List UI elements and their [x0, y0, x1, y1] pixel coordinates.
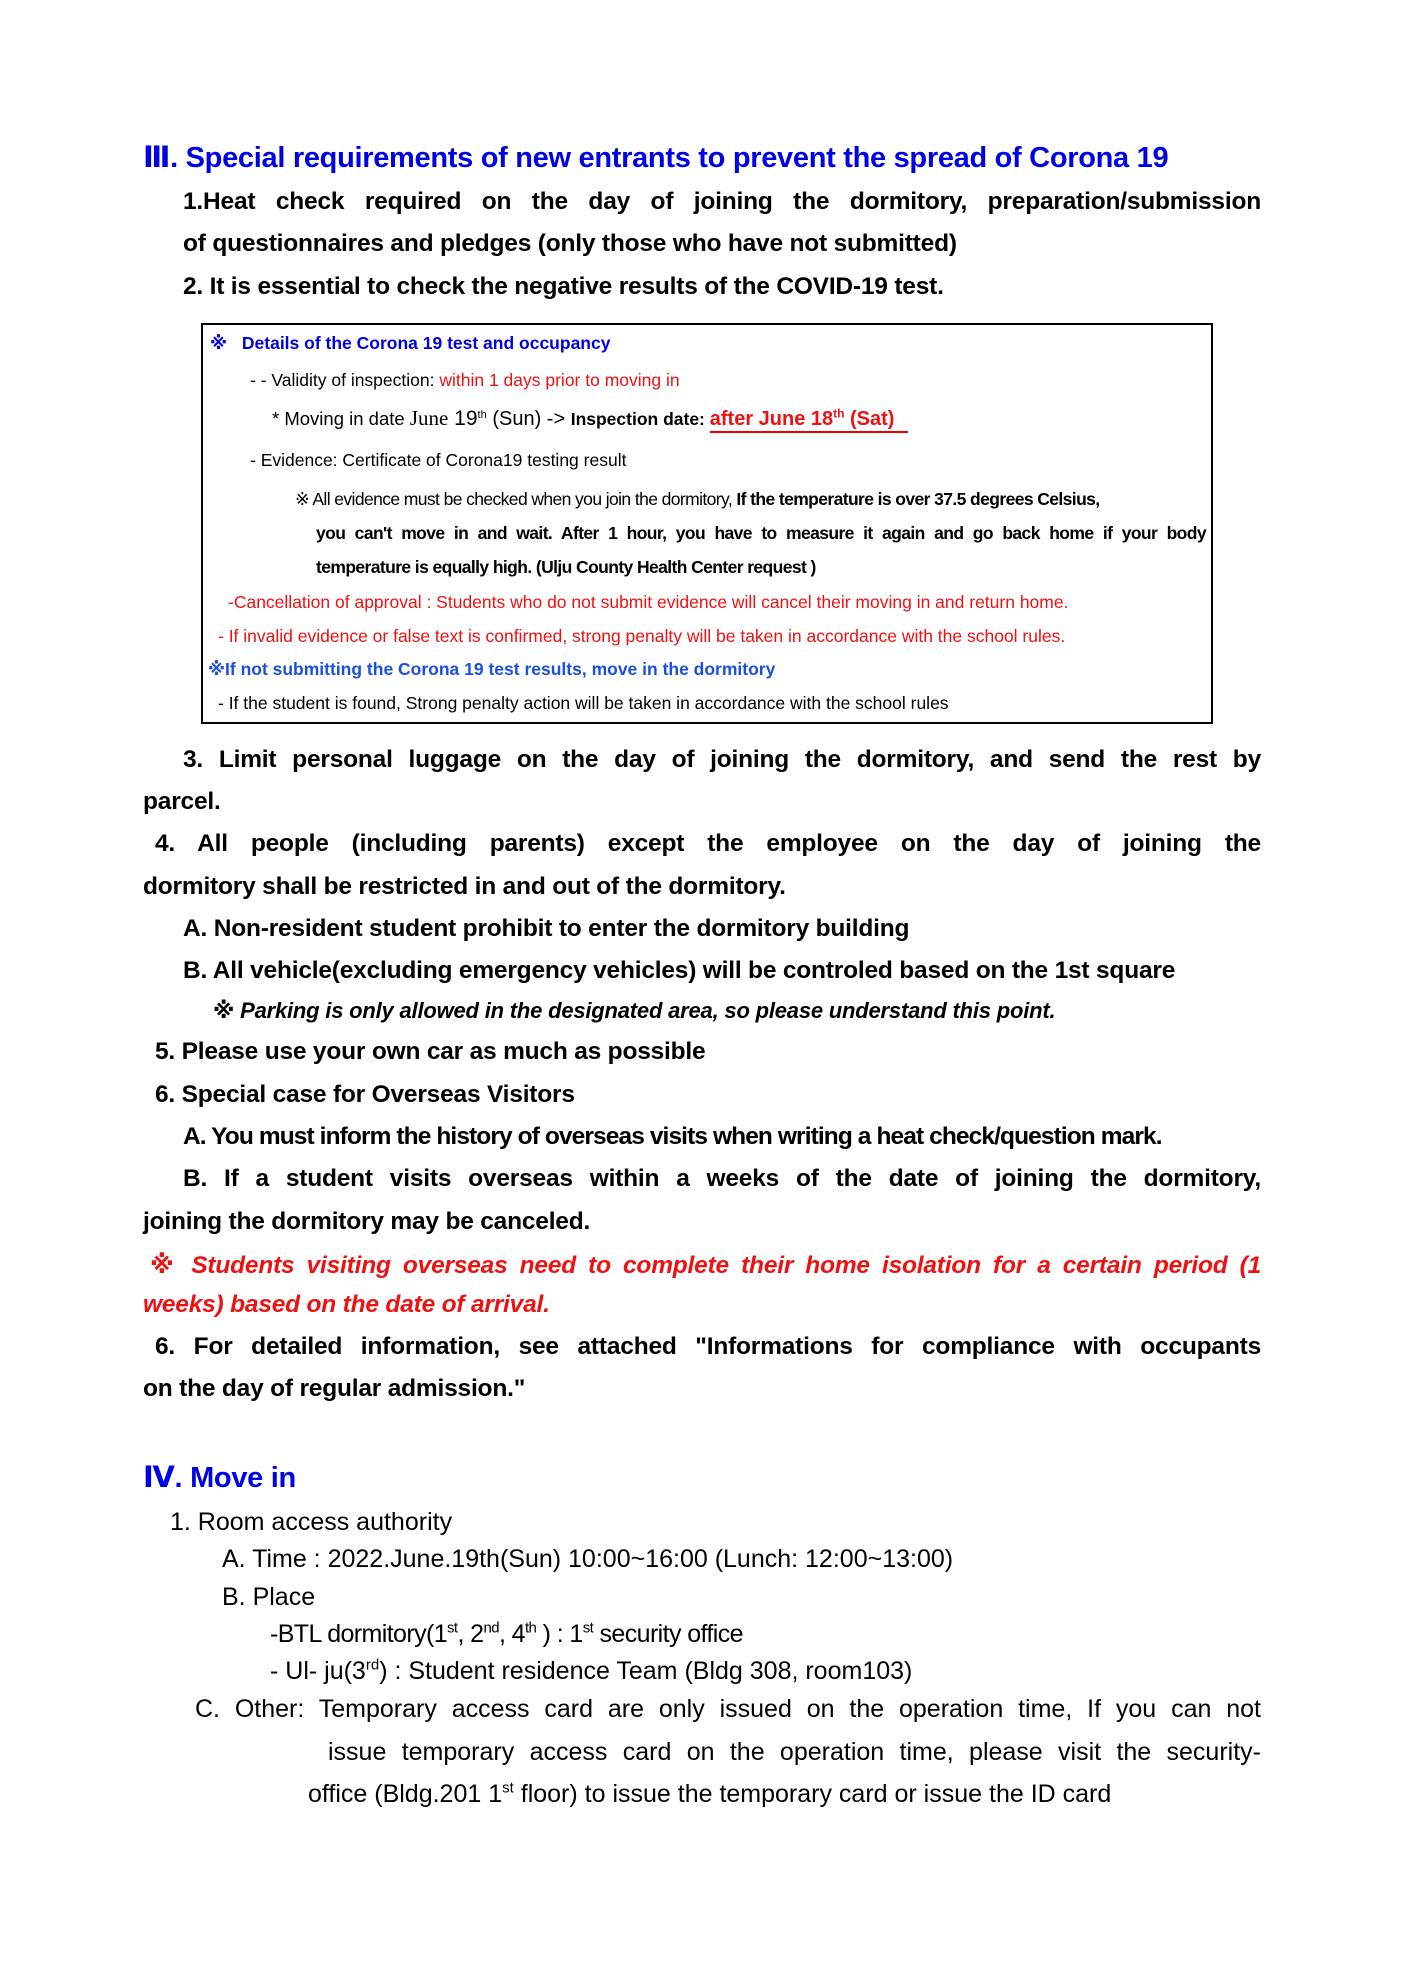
- item-4-line-1: 4. All people (including parents) except the employee on the day of joining the: [155, 830, 1261, 857]
- btl-sup-4: st: [582, 1619, 594, 1637]
- other-line-1: C. Other: Temporary access card are only issued on the operation time, If you can not: [195, 1695, 1261, 1723]
- isolation-note-line-1: ※ Students visiting overseas need to complete their home isolation for a certain period (1: [150, 1252, 1261, 1279]
- other-line-3-sup: st: [502, 1779, 514, 1797]
- validity-line: [250, 370, 680, 391]
- btl-sup-3: th: [524, 1619, 537, 1637]
- evidence-line: - Evidence: Certificate of Corona19 testing result: [250, 450, 627, 470]
- btl-text-5: security office: [593, 1620, 743, 1648]
- ulju-sup: rd: [365, 1656, 380, 1674]
- item-4-line-2: dormitory shall be restricted in and out of the dormitory.: [143, 873, 786, 900]
- btl-text-1: -BTL dormitory(1: [270, 1620, 448, 1648]
- access-time: A. Time : 2022.June.19th(Sun) 10:00~16:00 (Lunch: 12:00~13:00): [222, 1545, 954, 1573]
- moving-label: * Moving in date: [272, 408, 410, 429]
- section-4-title: Ⅳ. Move in: [143, 1462, 296, 1494]
- inspection-value: [710, 408, 909, 433]
- moving-day: 19: [448, 407, 478, 430]
- room-access-heading: 1. Room access authority: [170, 1508, 453, 1536]
- item-5: 5. Please use your own car as much as possible: [155, 1038, 706, 1065]
- item-1-line-2: of questionnaires and pledges (only those who have not submitted): [183, 230, 957, 257]
- item-3-line-1: 3. Limit personal luggage on the day of joining the dormitory, and send the rest by: [183, 746, 1261, 773]
- other-line-3-text-2: floor) to issue the temporary card or issue the ID card: [513, 1780, 1112, 1808]
- inspection-value-suffix: th: [833, 406, 845, 421]
- note-line-1-plain: ※ All evidence must be checked when you join the dormitory,: [295, 489, 737, 509]
- item-4-a: A. Non-resident student prohibit to enter the dormitory building: [183, 915, 910, 942]
- item-6-detail-line-1: 6. For detailed information, see attached "Informations for compliance with occupants: [155, 1333, 1261, 1360]
- moving-month: June: [409, 406, 449, 430]
- other-line-2: issue temporary access card on the operation time, please visit the security-: [328, 1738, 1261, 1766]
- validity-label: - - Validity of inspection:: [250, 370, 440, 390]
- item-6-detail-line-2: on the day of regular admission.": [143, 1375, 526, 1402]
- btl-text-2: , 2: [457, 1620, 484, 1648]
- reference-mark-icon: ※: [210, 333, 228, 353]
- moving-dow: (Sun) ->: [486, 408, 571, 430]
- ulju-text-1: - Ul- ju(3: [270, 1657, 366, 1685]
- item-3-line-2: parcel.: [143, 788, 221, 815]
- note-line-1-bold: If the temperature is over 37.5 degrees Celsius,: [736, 489, 1100, 509]
- cancellation-line: -Cancellation of approval : Students who do not submit evidence will cancel their moving in and return home.: [228, 592, 1069, 612]
- isolation-note-line-2: weeks) based on the date of arrival.: [143, 1291, 550, 1318]
- moving-date-line: [272, 406, 908, 431]
- not-submitting-line: ※If not submitting the Corona 19 test results, move in the dormitory: [208, 659, 776, 679]
- btl-sup-1: st: [447, 1619, 458, 1637]
- item-6-a: A. You must inform the history of overseas visits when writing a heat check/question mark.: [183, 1123, 1162, 1150]
- item-1-line-1: 1.Heat check required on the day of joining the dormitory, preparation/submission: [183, 188, 1261, 215]
- btl-sup-2: nd: [483, 1619, 499, 1637]
- btl-text-3: , 4: [498, 1620, 525, 1648]
- validity-value: within 1 days prior to moving in: [439, 370, 680, 390]
- parking-note: ※ Parking is only allowed in the designated area, so please understand this point.: [213, 998, 1056, 1023]
- ulju-line: [270, 1657, 912, 1686]
- inspection-value-dow: (Sat): [844, 408, 895, 430]
- inspection-label: Inspection date:: [570, 409, 710, 429]
- penalty-line: - If the student is found, Strong penalty action will be taken in accordance with the school rules: [218, 693, 949, 713]
- btl-text-4: ) : 1: [536, 1620, 583, 1648]
- item-4-b: B. All vehicle(excluding emergency vehicles) will be controled based on the 1st square: [183, 957, 1176, 984]
- btl-dormitory-line: [270, 1620, 743, 1649]
- section-3-title: Ⅲ. Special requirements of new entrants to prevent the spread of Corona 19: [143, 142, 1169, 174]
- note-line-3: temperature is equally high. (Ulju County Health Center request ): [316, 557, 816, 577]
- moving-day-suffix: th: [477, 408, 487, 421]
- box-title-text: Details of the Corona 19 test and occupancy: [241, 333, 611, 353]
- item-6: 6. Special case for Overseas Visitors: [155, 1081, 575, 1108]
- item-6-b-line-2: joining the dormitory may be canceled.: [143, 1208, 591, 1235]
- access-place: B. Place: [222, 1583, 316, 1611]
- box-title: [210, 333, 610, 354]
- note-line-2: you can't move in and wait. After 1 hour, you have to measure it again and go back home if your body: [316, 523, 1206, 543]
- other-line-3: [308, 1780, 1111, 1809]
- invalid-evidence-line: - If invalid evidence or false text is confirmed, strong penalty will be taken in accordance with the school rules.: [218, 626, 1066, 646]
- item-2: 2. It is essential to check the negative results of the COVID-19 test.: [183, 273, 944, 300]
- other-line-3-text-1: office (Bldg.201 1: [308, 1780, 503, 1808]
- item-6-b-line-1: B. If a student visits overseas within a weeks of the date of joining the dormitory,: [183, 1165, 1261, 1192]
- inspection-value-date: after June 18: [709, 408, 834, 430]
- note-line-1: [295, 489, 1100, 510]
- ulju-text-2: ) : Student residence Team (Bldg 308, room103): [379, 1657, 913, 1685]
